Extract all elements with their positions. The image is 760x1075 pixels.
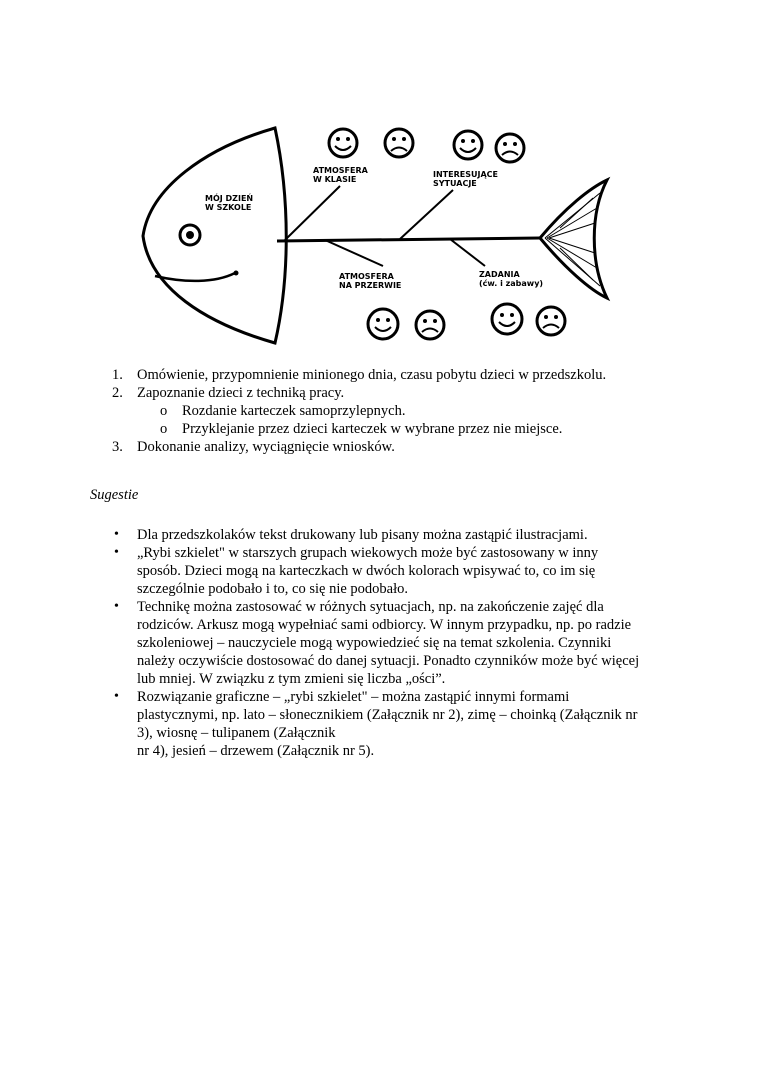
bullet-item-line: Dla przedszkolaków tekst drukowany lub pisany można zastąpić ilustracjami. [137,527,588,543]
fishbone-diagram [135,118,620,346]
bullet-marker: • [114,545,119,560]
bullet-marker: • [114,599,119,614]
list-number: 3. [112,439,123,455]
label-interesting-situations: INTERESUJĄCE SYTUACJE [433,170,498,188]
bullet-item-line: należy oczywiście dostosować do danej sytuacji. Ponadto czynników może być więcej [137,653,640,669]
fish-tail [540,180,607,298]
list-number: 1. [112,367,123,383]
bullet-item-line: Rozwiązanie graficzne – „rybi szkielet" – można zastąpić innymi formami [137,689,570,705]
label-atmosphere-break: ATMOSFERA NA PRZERWIE [339,272,402,290]
section-heading-suggestions: Sugestie [90,487,139,503]
smiley-sad-icon [385,129,413,157]
smiley-sad-icon [416,311,444,339]
label-tasks: ZADANIA (ćw. i zabawy) [479,270,544,288]
sub-list-item: Przyklejanie przez dzieci karteczek w wybrane przez nie miejsce. [182,421,563,437]
bullet-marker: • [114,689,119,704]
bone-bottom-left [325,240,383,266]
bullet-item-line: 3), wiosnę – tulipanem (Załącznik [137,725,336,741]
bone-bottom-right [450,239,485,266]
smiley-sad-icon [496,134,524,162]
bullet-item-line: szkoleniowej – nauczyciele mogą wypowiedzieć się na temat szkolenia. Czynniki [137,635,612,651]
smiley-happy-icon [368,309,398,339]
bullet-item-line: nr 4), jesień – drzewem (Załącznik nr 5). [137,743,375,759]
list-number: 2. [112,385,123,401]
bullet-item-line: lub mniej. W związku z tym zmieni się liczba „ości”. [137,671,446,687]
bullet-item-line: Technikę można zastosować w różnych sytuacjach, np. na zakończenie zajęć dla [137,599,604,615]
bullet-item-line: szczególnie podobało i to, co się nie podobało. [137,581,408,597]
bone-top-left [285,186,340,240]
smiley-happy-icon [454,131,482,159]
bullet-item-line: sposób. Dzieci mogą na karteczkach w dwóch kolorach wpisywać to, co im się [137,563,596,579]
sub-list-marker: o [160,421,168,437]
fish-head [143,128,286,343]
fish-spine [277,238,540,241]
label-head: MÓJ DZIEŃ W SZKOLE [205,194,254,212]
bullet-item-line: rodziców. Arkusz mogą wypełniać sami odbiorcy. W innym przypadku, np. po radzie [137,617,632,633]
label-atmosphere-class: ATMOSFERA W KLASIE [313,166,368,184]
sub-list-item: Rozdanie karteczek samoprzylepnych. [182,403,406,419]
smiley-sad-icon [537,307,565,335]
smiley-happy-icon [329,129,357,157]
bone-top-right [400,190,453,239]
list-item: Zapoznanie dzieci z techniką pracy. [137,385,345,401]
bullet-marker: • [114,527,119,542]
list-item: Dokonanie analizy, wyciągnięcie wniosków. [137,439,395,455]
list-item: Omówienie, przypomnienie minionego dnia, czasu pobytu dzieci w przedszkolu. [137,367,607,383]
bullet-item-line: „Rybi szkielet" w starszych grupach wiekowych może być zastosowany w inny [137,545,599,561]
fishbone-drawing [135,118,620,346]
smiley-happy-icon [492,304,522,334]
bullet-item-line: plastycznymi, np. lato – słonecznikiem (Załącznik nr 2), zimę – choinką (Załącznik nr [137,707,638,723]
sub-list-marker: o [160,403,168,419]
